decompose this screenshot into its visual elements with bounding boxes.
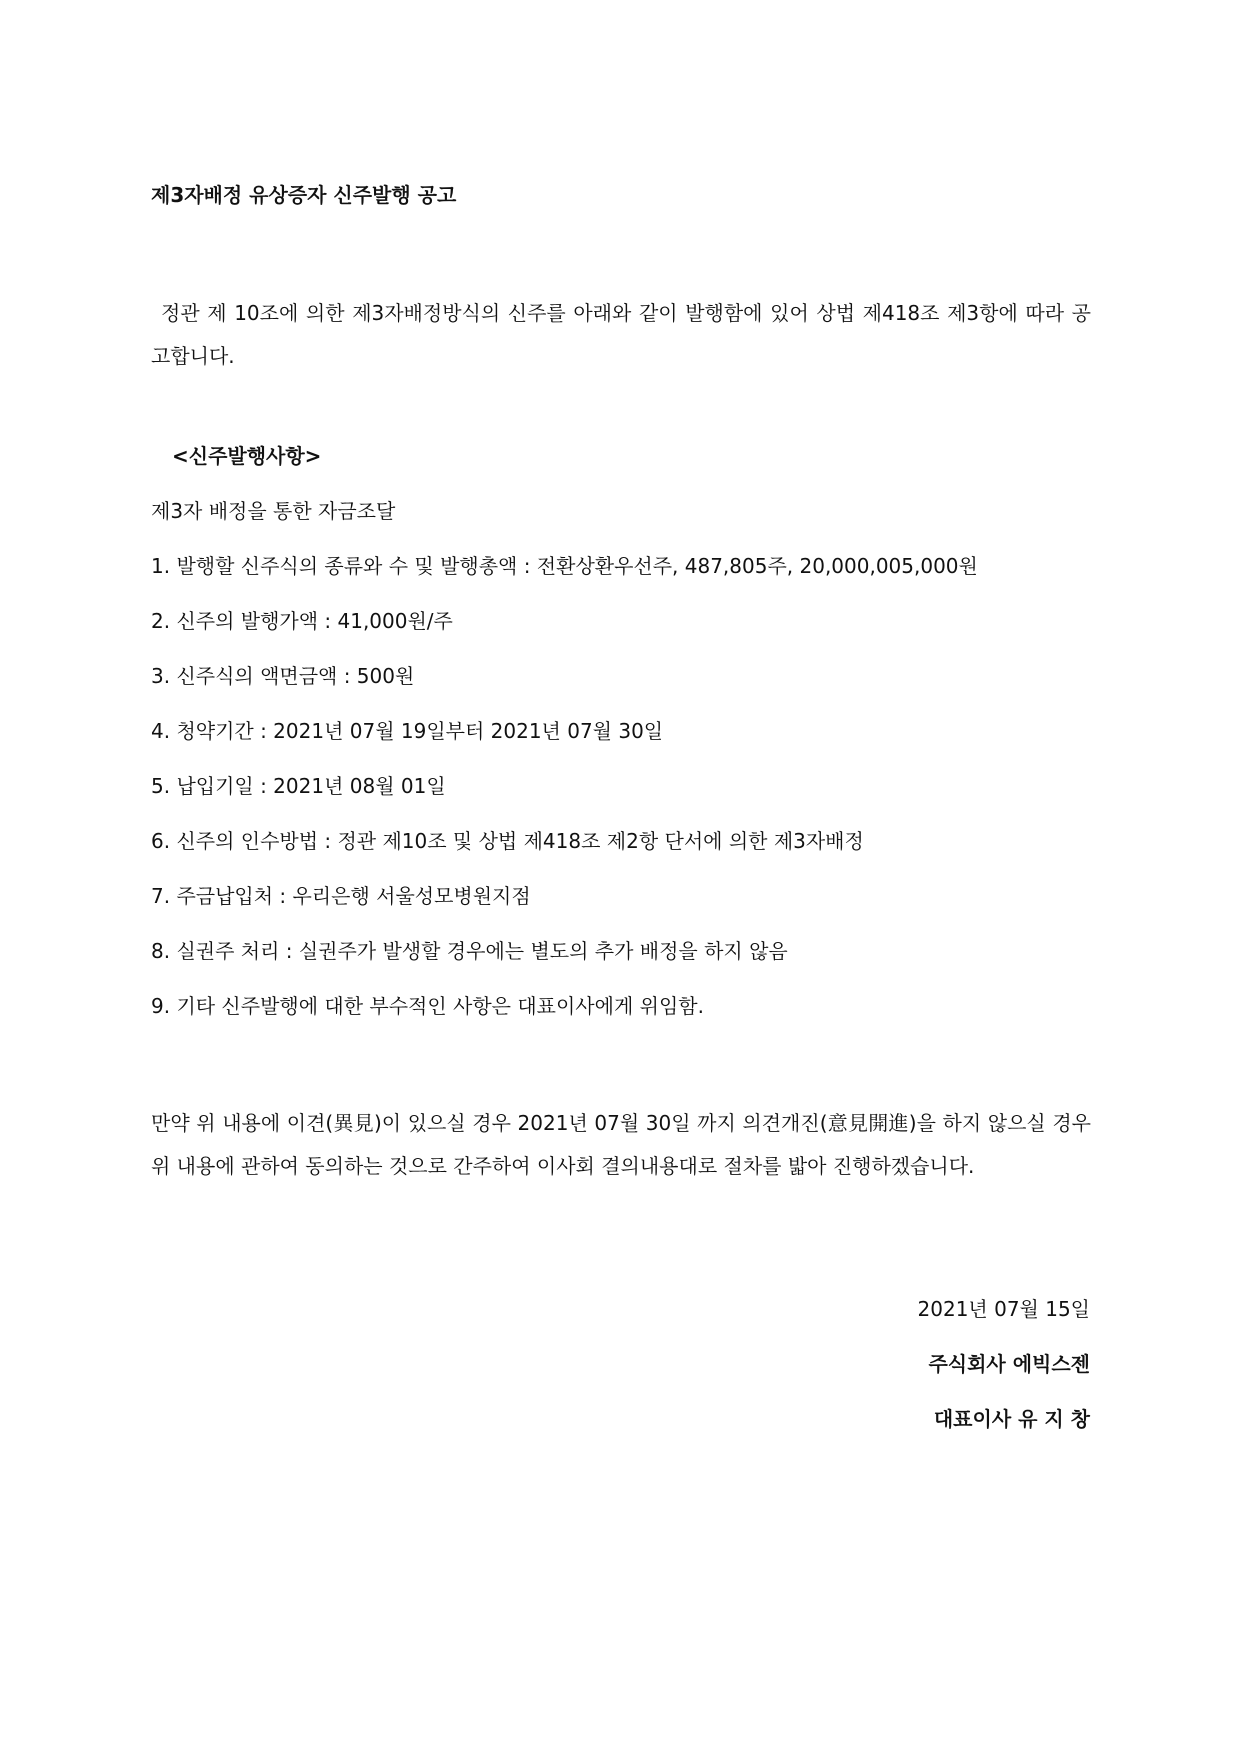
ceo-signature: 대표이사 유 지 창 — [933, 1407, 1090, 1431]
list-item: 7. 주금납입처 : 우리은행 서울성모병원지점 — [151, 884, 531, 908]
closing-paragraph: 만약 위 내용에 이견(異見)이 있으실 경우 2021년 07월 30일 까지 의견개진(意見開進)을 하지 않으실 경우 위 내용에 관하여 동의하는 것으로 간주하여 이사회 결의내용대로 절차를 밟아 진행하겠습니다. — [151, 1111, 1091, 1178]
section-lead: 제3자 배정을 통한 자금조달 — [151, 499, 396, 523]
list-item: 8. 실권주 처리 : 실권주가 발생할 경우에는 별도의 추가 배정을 하지 않음 — [151, 939, 788, 963]
list-item: 5. 납입기일 : 2021년 08월 01일 — [151, 774, 446, 798]
notice-date: 2021년 07월 15일 — [917, 1297, 1090, 1321]
company-name: 주식회사 에빅스젠 — [928, 1352, 1090, 1376]
list-item: 9. 기타 신주발행에 대한 부수적인 사항은 대표이사에게 위임함. — [151, 994, 704, 1018]
issuance-details-list — [151, 553, 1111, 1048]
list-item: 1. 발행할 신주식의 종류와 수 및 발행총액 : 전환상환우선주, 487,805주, 20,000,005,000원 — [151, 554, 978, 578]
page-title: 제3자배정 유상증자 신주발행 공고 — [151, 183, 457, 207]
list-item: 4. 청약기간 : 2021년 07월 19일부터 2021년 07월 30일 — [151, 719, 664, 743]
list-item: 6. 신주의 인수방법 : 정관 제10조 및 상법 제418조 제2항 단서에 의한 제3자배정 — [151, 829, 864, 853]
list-item: 3. 신주식의 액면금액 : 500원 — [151, 664, 415, 688]
intro-paragraph: 정관 제 10조에 의한 제3자배정방식의 신주를 아래와 같이 발행함에 있어 상법 제418조 제3항에 따라 공고합니다. — [151, 301, 1091, 368]
list-item: 2. 신주의 발행가액 : 41,000원/주 — [151, 609, 453, 633]
section-heading: <신주발행사항> — [172, 444, 322, 468]
